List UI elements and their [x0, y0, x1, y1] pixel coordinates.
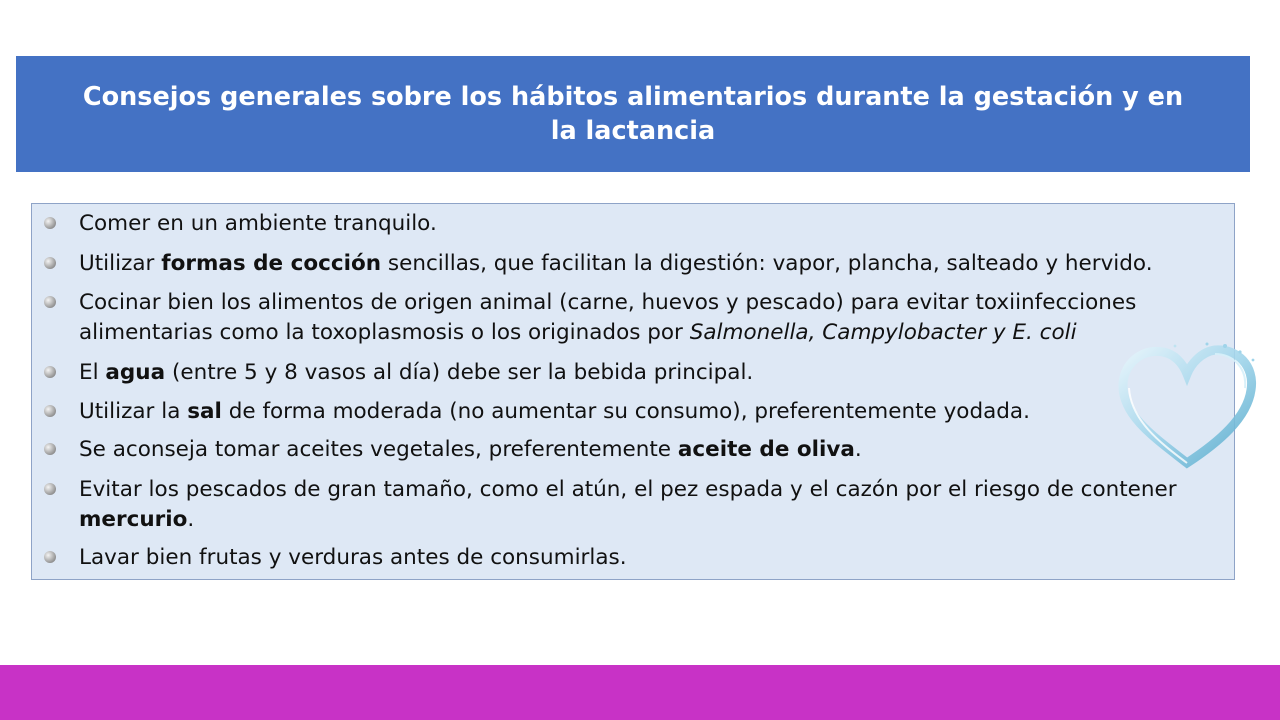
item-text: El [79, 360, 106, 385]
list-item [79, 543, 627, 573]
item-text: (entre 5 y 8 vasos al día) debe ser la bebida principal. [165, 360, 754, 385]
bottom-band [0, 665, 1280, 720]
list-item [79, 249, 1153, 279]
list-item [79, 358, 753, 388]
item-text: Se aconseja tomar aceites vegetales, preferentemente [79, 437, 678, 462]
slide-title: Consejos generales sobre los hábitos alimentarios durante la gestación y en la lactancia [82, 82, 1184, 146]
item-text: Utilizar [79, 251, 162, 276]
item-bold-text: sal [187, 399, 222, 424]
list-item [79, 209, 437, 239]
title-bar [16, 56, 1250, 172]
bullet-icon [44, 405, 56, 417]
item-bold-text: agua [105, 360, 166, 385]
bullet-icon [44, 483, 56, 495]
bullet-icon [44, 296, 56, 308]
bullet-icon [44, 257, 56, 269]
list-item [79, 397, 1030, 427]
list-item [79, 475, 1177, 535]
item-text: de forma moderada (no aumentar su consumo), preferentemente yodada. [221, 399, 1030, 424]
bullet-icon [44, 217, 56, 229]
item-text: sencillas, que facilitan la digestión: vapor, plancha, salteado y hervido. [381, 251, 1153, 276]
item-text: . [187, 507, 195, 532]
item-text: Utilizar la [79, 399, 188, 424]
item-italic-text: Salmonella, Campylobacter y E. coli [689, 320, 1077, 345]
item-text: Comer en un ambiente tranquilo. [79, 211, 437, 236]
item-text: Cocinar bien los alimentos de origen animal (carne, huevos y pescado) para evitar toxiinfecciones [79, 290, 1137, 315]
bullet-icon [44, 366, 56, 378]
item-bold-text: mercurio [79, 507, 188, 532]
item-bold-text: formas de cocción [161, 251, 382, 276]
water-heart-image [1115, 338, 1260, 470]
item-text: Lavar bien frutas y verduras antes de consumirlas. [79, 545, 627, 570]
advice-box [31, 203, 1235, 580]
list-item [79, 288, 1136, 348]
item-text: Evitar los pescados de gran tamaño, como el atún, el pez espada y el cazón por el riesgo de contener [79, 477, 1177, 502]
list-item [79, 435, 862, 465]
item-text: alimentarias como la toxoplasmosis o los originados por [79, 320, 690, 345]
bullet-icon [44, 443, 56, 455]
item-text: . [854, 437, 862, 462]
bullet-icon [44, 551, 56, 563]
item-bold-text: aceite de oliva [677, 437, 855, 462]
